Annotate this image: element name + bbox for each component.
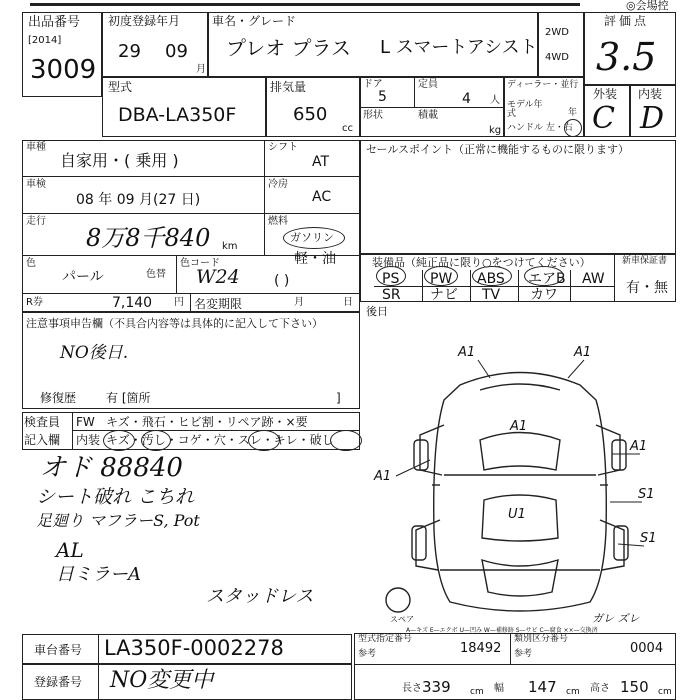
designation-ref: 参考	[358, 649, 377, 659]
car-name-label: 車名・グレード	[212, 14, 297, 28]
designation-value: 18492	[460, 641, 502, 656]
length-unit: cm	[470, 687, 484, 697]
exterior-grade: C	[592, 101, 615, 136]
equip-leather: カワ	[530, 287, 558, 303]
notes-title: 注意事項申告欄（不具合内容等は具体的に記入して下さい）	[26, 317, 323, 330]
inspection-value: 08 年 09 月(27 日)	[76, 192, 201, 208]
yen-unit: 円	[174, 297, 184, 308]
inspector-fw: FW	[76, 415, 95, 429]
mark-a1-front-left: A1	[458, 345, 476, 360]
damage-legend: A—キズ E—エクボ U—凹み W—補修跡 S—サビ C—腐食 ××—交換済	[406, 627, 598, 634]
reg-no-label: 登録番号	[34, 675, 83, 689]
drive-box	[538, 12, 584, 77]
ps-circle	[376, 266, 406, 286]
category-value: 0004	[630, 641, 664, 656]
scratch-circle	[103, 430, 135, 451]
day-unit: 日	[343, 297, 353, 308]
hand-line-2: シート破れ こちれ	[36, 486, 195, 508]
spare-label: スペア	[390, 615, 414, 624]
repair-label: 修復歴	[40, 391, 77, 405]
chassis-value: LA350F-0002278	[104, 636, 284, 660]
mark-a1-front-right: A1	[574, 345, 592, 360]
color-code-label: 色コード	[180, 258, 220, 269]
fuel-gas: ガソリン	[290, 231, 334, 244]
doors-label: ドア	[363, 79, 383, 90]
hand-line-4: AL	[56, 538, 84, 562]
load-label: 積載	[418, 110, 438, 121]
drive-2wd: 2WD	[545, 27, 569, 38]
auction-corner-mark: ◎会場控	[626, 0, 669, 12]
inspector-row2: キズ・汚し・コゲ・穴・スレ・キレ・破し	[106, 433, 334, 447]
interior-label: 内装	[638, 87, 663, 101]
recycle-value: 7,140	[112, 295, 153, 311]
notes-handwritten: NO後日.	[60, 343, 129, 363]
handle-label: ハンドル 左・右	[507, 123, 573, 133]
year-tag: [2014]	[28, 35, 62, 46]
drive-4wd: 4WD	[545, 52, 569, 63]
color-code-value: W24	[196, 266, 240, 288]
color-divider	[176, 255, 177, 293]
interior-grade: D	[640, 101, 665, 136]
designation-divider	[510, 633, 511, 664]
equip-abs: ABS	[477, 271, 505, 287]
handle-right-circle	[564, 119, 582, 137]
model-year-label: モデル年式	[507, 100, 543, 119]
inspector-row1: キズ・飛石・ヒビ割・リペア跡・×要	[106, 415, 308, 429]
specs-hline-4	[22, 293, 360, 294]
designation-hline	[354, 664, 676, 665]
length-label: 長さ	[402, 683, 422, 694]
category-label: 類別区分番号	[514, 634, 569, 644]
doors-divider	[414, 77, 415, 107]
chassis-divider	[98, 634, 99, 664]
car-outline	[386, 373, 628, 613]
shift-value: AT	[312, 154, 330, 170]
reg-no-value: NO変更中	[110, 668, 214, 693]
equip-aw: AW	[582, 271, 605, 287]
mark-scuff-rear: ガレ ズレ	[592, 612, 640, 625]
category-ref: 参考	[514, 649, 533, 659]
designation-label: 型式指定番号	[358, 634, 413, 644]
mark-a1-hood: A1	[510, 419, 528, 434]
repair-value: 有 [箇所	[106, 391, 151, 405]
damage-marks	[373, 345, 657, 625]
name-change-label: 名変期限	[194, 297, 243, 311]
ac-label: 冷房	[268, 179, 288, 190]
inspector-interior: 内装	[76, 433, 101, 447]
warranty-label: 新車保証書	[622, 256, 668, 266]
width-label: 幅	[494, 683, 504, 694]
height-unit: cm	[658, 687, 672, 697]
specs-hline-1	[22, 176, 360, 177]
recorder-label: 記入欄	[24, 433, 61, 447]
wear-circle	[248, 430, 280, 451]
equip-tv: TV	[482, 287, 501, 303]
shape-label: 形状	[363, 110, 383, 121]
warranty-divider	[614, 254, 615, 302]
fuel-paren: ( )	[274, 273, 290, 289]
equip-v1	[422, 270, 423, 302]
color-swap-label: 色替	[146, 269, 166, 280]
mileage-label: 走行	[26, 216, 46, 227]
doors-value: 5	[378, 89, 387, 105]
equip-ps: PS	[382, 271, 400, 287]
mark-s1-right-mid: S1	[638, 487, 655, 502]
kg-unit: kg	[489, 125, 502, 136]
capacity-unit: 人	[490, 95, 500, 106]
car-diagram	[360, 330, 676, 630]
color-value: パール	[62, 269, 104, 285]
recycle-label: R券	[26, 297, 43, 308]
name-change-divider	[190, 293, 191, 312]
color-label: 色	[26, 258, 36, 269]
airbag-circle	[524, 266, 564, 286]
stain-circle	[141, 430, 171, 451]
mileage-value: 8万8千840	[86, 224, 211, 252]
lot-label: 出品番号	[28, 15, 81, 30]
specs-hline-2	[22, 213, 360, 214]
km-unit: km	[222, 241, 238, 252]
equip-airbag: エアB	[528, 271, 566, 287]
ac-value: AC	[312, 189, 332, 205]
height-value: 150	[620, 678, 649, 696]
shift-label: シフト	[268, 142, 298, 153]
specs-vdivider	[264, 140, 265, 255]
cc-unit: cc	[342, 123, 353, 134]
year-unit: 年	[568, 108, 578, 118]
abs-circle	[472, 266, 512, 286]
displacement-value: 650	[293, 104, 328, 125]
width-unit: cm	[566, 687, 580, 697]
top-stripe	[30, 3, 580, 6]
grade: L スマートアシスト	[380, 37, 538, 58]
hand-line-1: オド 88840	[40, 453, 183, 483]
doors-hline	[360, 107, 504, 108]
equip-navi: ナビ	[430, 287, 458, 303]
equip-v2	[470, 270, 471, 302]
first-reg-label: 初度登録年月	[108, 14, 181, 28]
hand-line-5: 日ミラーA	[56, 564, 141, 585]
first-reg-month: 09	[165, 41, 188, 62]
equip-pw: PW	[430, 271, 453, 287]
after-day-label: 後日	[366, 305, 388, 318]
inspector-label: 検査員	[24, 415, 61, 429]
selling-points-title: セールスポイント（正常に機能するものに限ります）	[366, 143, 630, 156]
mark-a1-left-side: A1	[374, 469, 392, 484]
height-label: 高さ	[590, 683, 610, 694]
selling-points-box	[360, 140, 676, 254]
studless-note: スタッドレス	[206, 586, 314, 607]
fuel-gas-circle	[283, 227, 345, 249]
month-unit: 月	[196, 64, 206, 75]
reg-no-divider	[98, 664, 99, 700]
pw-circle	[424, 266, 458, 286]
capacity-value: 4	[462, 91, 471, 107]
type-label: 車種	[26, 142, 46, 153]
car-name: プレオ プラス	[226, 36, 351, 60]
lot-number: 3009	[30, 55, 97, 85]
displacement-label: 排気量	[270, 80, 307, 94]
model-label: 型式	[108, 80, 133, 94]
mark-u1-roof: U1	[508, 507, 526, 522]
month-unit-2: 月	[294, 297, 304, 308]
mark-a1-right-front: A1	[630, 439, 648, 454]
length-value: 339	[422, 678, 451, 696]
mark-s1-right-rear: S1	[640, 531, 657, 546]
inspector-divider	[72, 412, 73, 450]
first-reg-year: 29	[118, 41, 141, 62]
equip-sr: SR	[382, 287, 401, 303]
tear-circle	[330, 430, 362, 451]
fuel-diesel: 軽・油	[294, 251, 336, 267]
score-value: 3.5	[596, 35, 657, 79]
model-code: DBA-LA350F	[118, 104, 237, 126]
width-value: 147	[528, 678, 557, 696]
dealer-label: ディーラー・並行	[507, 80, 579, 90]
score-label: 評価点	[604, 14, 650, 28]
equipment-title: 装備品（純正品に限り○をつけてください）	[372, 256, 591, 269]
exterior-label: 外装	[593, 87, 618, 101]
capacity-label: 定員	[418, 79, 438, 90]
hand-line-3: 足廻り マフラーS, Pot	[36, 511, 200, 530]
equip-v4	[570, 270, 571, 302]
equip-v3	[518, 270, 519, 302]
inspection-label: 車検	[26, 179, 46, 190]
warranty-value: 有・無	[626, 280, 668, 296]
chassis-label: 車台番号	[34, 643, 83, 657]
fuel-label: 燃料	[268, 216, 288, 227]
repair-close: ]	[336, 391, 341, 405]
type-value: 自家用・( 乗用 )	[60, 151, 179, 170]
